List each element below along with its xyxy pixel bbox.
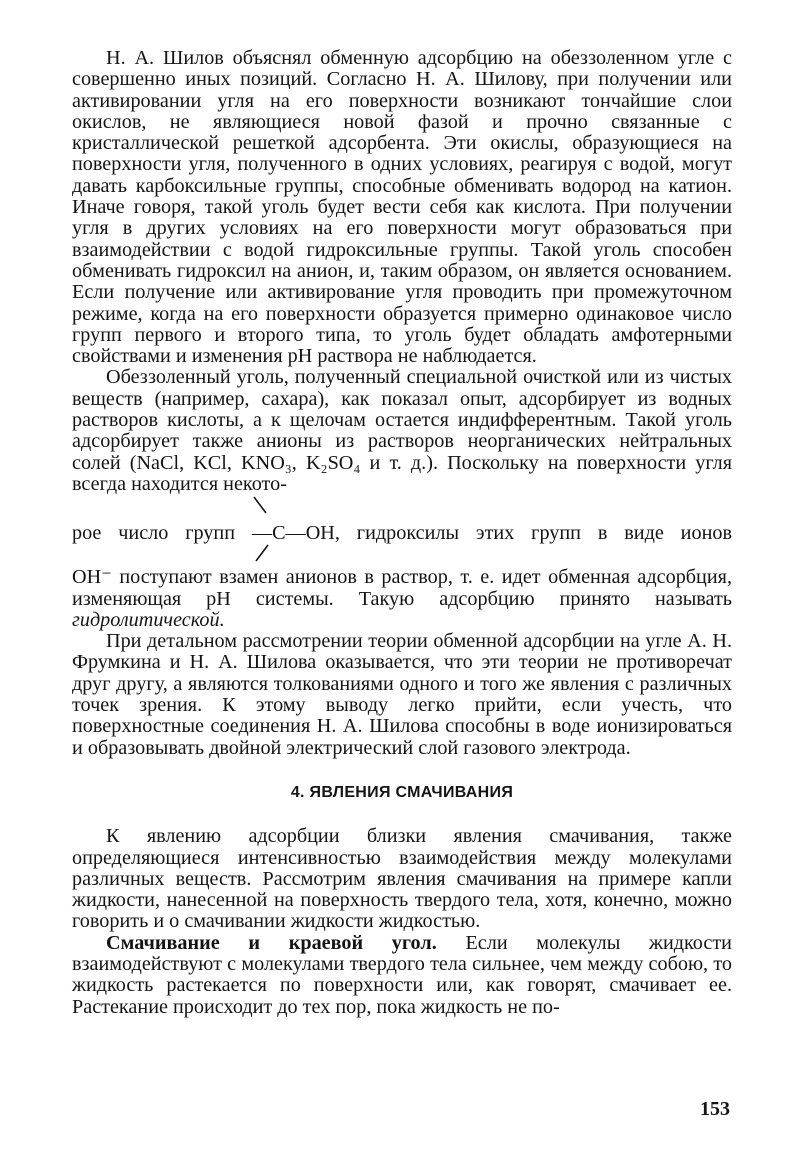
contact-angle-text: Если молекулы жидкости взаимодействуют с молекулами твердого тела сильнее, чем между собою, то жидкость растекается по поверхности или, как говорят, смачивает ее. Растекание происходит до тех пор, пока жидкость не по- [72, 931, 732, 1018]
paragraph-ashless-coal-end [72, 567, 732, 631]
hydrolytic-term: гидролитической. [72, 608, 225, 631]
paragraph-ashless-coal-start: Обеззоленный уголь, полученный специальной очисткой или из чистых веществ (например, сахара), как показал опыт, адсорбирует из водных растворов кислоты, а к щелочам остается индифферентным. Такой уголь адсорбирует также анионы из растворов неорганических нейтральных солей (NaCl, KCl, KNO₃, K₂SO₄ и т. д.). Поскольку на поверхности угля всегда находится некото- [72, 366, 732, 495]
paragraph-contact-angle [72, 933, 732, 1018]
hydrolytic-sentence: OH⁻ поступают взамен анионов в раствор, т. е. идет обменная адсорбция, изменяющая pH системы. Такую адсорбцию принято называть [72, 566, 732, 610]
page-body [72, 48, 732, 1018]
formula-text: рое число групп —C—OH, гидроксилы этих групп в виде ионов [72, 522, 732, 545]
paragraph-frumkin-shilov: При детальном рассмотрении теории обменной адсорбции на угле А. Н. Фрумкина и Н. А. Шилова оказывается, что эти теории не противоречат друг другу, а являются толкованиями одного и того же явления с различных точек зрения. К этому выводу легко прийти, если учесть, что поверхностные соединения Н. А. Шилова способны в воде ионизироваться и образовывать двойной электрический слой газового электрода. [72, 630, 732, 759]
paragraph-shilov-theory: Н. А. Шилов объяснял обменную адсорбцию на обеззоленном угле с совершенно иных позиций. Согласно Н. А. Шилову, при получении или активировании угля на его поверхности возникают тончайшие слои окислов, не являющиеся новой фазой и прочно связанные с кристаллической решеткой адсорбента. Эти окислы, образующиеся на поверхности угля, полученного в одних условиях, реагируя с водой, могут давать карбоксильные группы, способные обменивать водород на катион. Иначе говоря, такой уголь будет вести себя как кислота. При получении угля в других условиях на его поверхности могут образоваться при взаимодействии с водой гидроксильные группы. Такой уголь способен обменивать гидроксил на анион, и, таким образом, он является основанием. Если получение или активирование угля проводить при промежуточном режиме, когда на его поверхности образуется примерно одинаковое число групп первого и второго типа, то уголь будет обладать амфотерными свойствами и изменения pH раствора не наблюдается. [72, 47, 732, 368]
paragraph-wetting-intro: К явлению адсорбции близки явления смачивания, также определяющиеся интенсивностью взаимодействия между молекулами различных веществ. Рассмотрим явления смачивания на примере капли жидкости, нанесенной на поверхность твердого тела, хотя, конечно, можно говорить и о смачивании жидкости жидкостью. [72, 825, 732, 933]
section-heading: 4. ЯВЛЕНИЯ СМАЧИВАНИЯ [290, 783, 514, 801]
contact-angle-title: Смачивание и краевой угол. [106, 931, 437, 954]
page-number: 153 [700, 1098, 730, 1120]
chemical-formula-line [72, 495, 732, 567]
